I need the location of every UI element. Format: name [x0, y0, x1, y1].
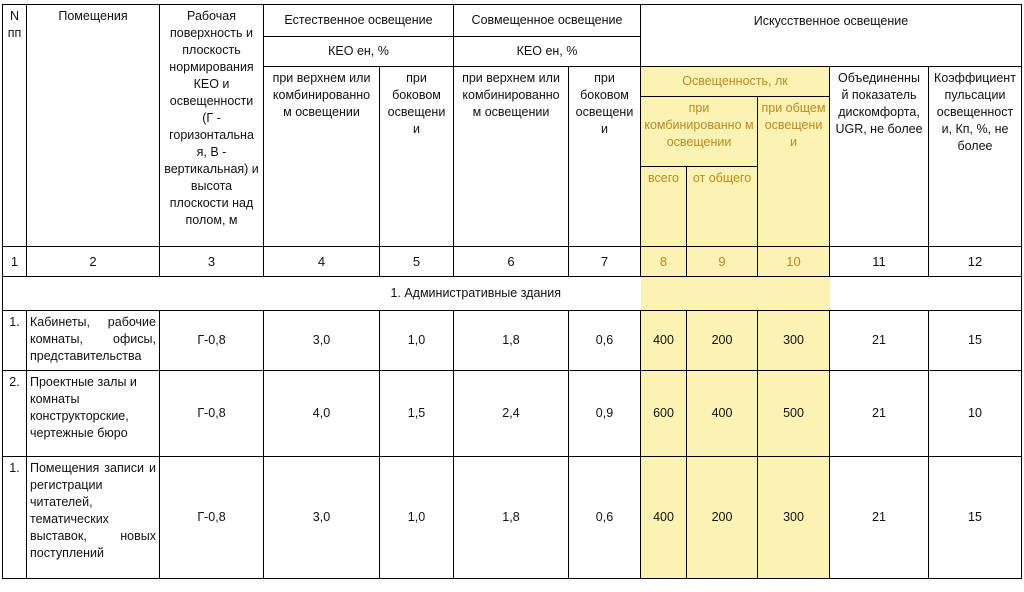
ugr-value: 21 [830, 371, 929, 457]
illuminance-total: 400 [641, 457, 687, 579]
illuminance-general: 500 [758, 371, 830, 457]
section-tail [830, 277, 1022, 311]
work-surface: Г-0,8 [160, 457, 264, 579]
keo-combined-top: 1,8 [454, 311, 569, 371]
illuminance-general: 300 [758, 311, 830, 371]
keo-combined-top: 2,4 [454, 371, 569, 457]
col-number: 8 [641, 247, 687, 277]
col-number: 5 [380, 247, 454, 277]
ugr-value: 21 [830, 457, 929, 579]
lighting-norms-table [2, 4, 1022, 579]
column-numbers-row [3, 247, 1022, 277]
header-at-general: при общем освещени и [758, 97, 830, 247]
keo-combined-side: 0,6 [569, 457, 641, 579]
ugr-value: 21 [830, 311, 929, 371]
keo-natural-side: 1,0 [380, 457, 454, 579]
pulsation-value: 10 [929, 371, 1022, 457]
col-number: 7 [569, 247, 641, 277]
header-artificial-lighting: Искусственное освещение [641, 5, 1022, 67]
col-number: 12 [929, 247, 1022, 277]
keo-natural-side: 1,5 [380, 371, 454, 457]
header-combined-side: при боковом освещени и [569, 67, 641, 247]
col-number: 6 [454, 247, 569, 277]
keo-combined-top: 1,8 [454, 457, 569, 579]
row-number: 1. [3, 311, 27, 371]
illuminance-from-general: 400 [687, 371, 758, 457]
header-work-surface: Рабочая поверхность и плоскость нормирования КЕО и освещенности (Г - горизонтальна я, В - вертикальная) и высота плоскости над полом, м [160, 5, 264, 247]
header-from-general: от общего [687, 167, 758, 247]
col-number: 3 [160, 247, 264, 277]
keo-natural-top: 4,0 [264, 371, 380, 457]
header-natural-lighting: Естественное освещение [264, 5, 454, 37]
col-number: 10 [758, 247, 830, 277]
illuminance-general: 300 [758, 457, 830, 579]
header-pulsation: Коэффициент пульсации освещенност и, Кп, %, не более [929, 67, 1022, 247]
keo-natural-top: 3,0 [264, 457, 380, 579]
table-row [3, 311, 1022, 371]
pulsation-value: 15 [929, 457, 1022, 579]
table-row [3, 457, 1022, 579]
row-number: 2. [3, 371, 27, 457]
row-number: 1. [3, 457, 27, 579]
keo-combined-side: 0,9 [569, 371, 641, 457]
section-title-cell [3, 277, 641, 311]
header-illuminance: Освещенность, лк [641, 67, 830, 97]
header-combined-top: при верхнем или комбинированно м освещении [454, 67, 569, 247]
header-combined-lighting: Совмещенное освещение [454, 5, 641, 37]
room-name: Помещения записи и регистрации читателей, тематических выставок, новых поступлений [27, 457, 160, 579]
pulsation-value: 15 [929, 311, 1022, 371]
room-name: Кабинеты, рабочие комнаты, офисы, представительства [27, 311, 160, 371]
col-number: 9 [687, 247, 758, 277]
section-title: 1. Административные здания [390, 286, 562, 300]
section-row [3, 277, 1022, 311]
work-surface: Г-0,8 [160, 371, 264, 457]
room-name: Проектные залы и комнаты конструкторские, чертежные бюро [27, 371, 160, 457]
section-highlight [641, 277, 830, 311]
header-rooms: Помещения [27, 5, 160, 247]
header-at-combined: при комбинированно м освещении [641, 97, 758, 167]
illuminance-from-general: 200 [687, 311, 758, 371]
keo-combined-side: 0,6 [569, 311, 641, 371]
header-natural-side: при боковом освещени и [380, 67, 454, 247]
header-keo-natural: КЕО eн, % [264, 37, 454, 67]
header-total: всего [641, 167, 687, 247]
col-number: 11 [830, 247, 929, 277]
header-keo-combined: КЕО eн, % [454, 37, 641, 67]
col-number: 4 [264, 247, 380, 277]
illuminance-total: 600 [641, 371, 687, 457]
table-row [3, 371, 1022, 457]
keo-natural-top: 3,0 [264, 311, 380, 371]
col-number: 2 [27, 247, 160, 277]
keo-natural-side: 1,0 [380, 311, 454, 371]
header-n: N пп [3, 5, 27, 247]
header-natural-top: при верхнем или комбинированно м освещении [264, 67, 380, 247]
work-surface: Г-0,8 [160, 311, 264, 371]
header-ugr: Объединенны й показатель дискомфорта, UGR, не более [830, 67, 929, 247]
illuminance-from-general: 200 [687, 457, 758, 579]
illuminance-total: 400 [641, 311, 687, 371]
col-number: 1 [3, 247, 27, 277]
